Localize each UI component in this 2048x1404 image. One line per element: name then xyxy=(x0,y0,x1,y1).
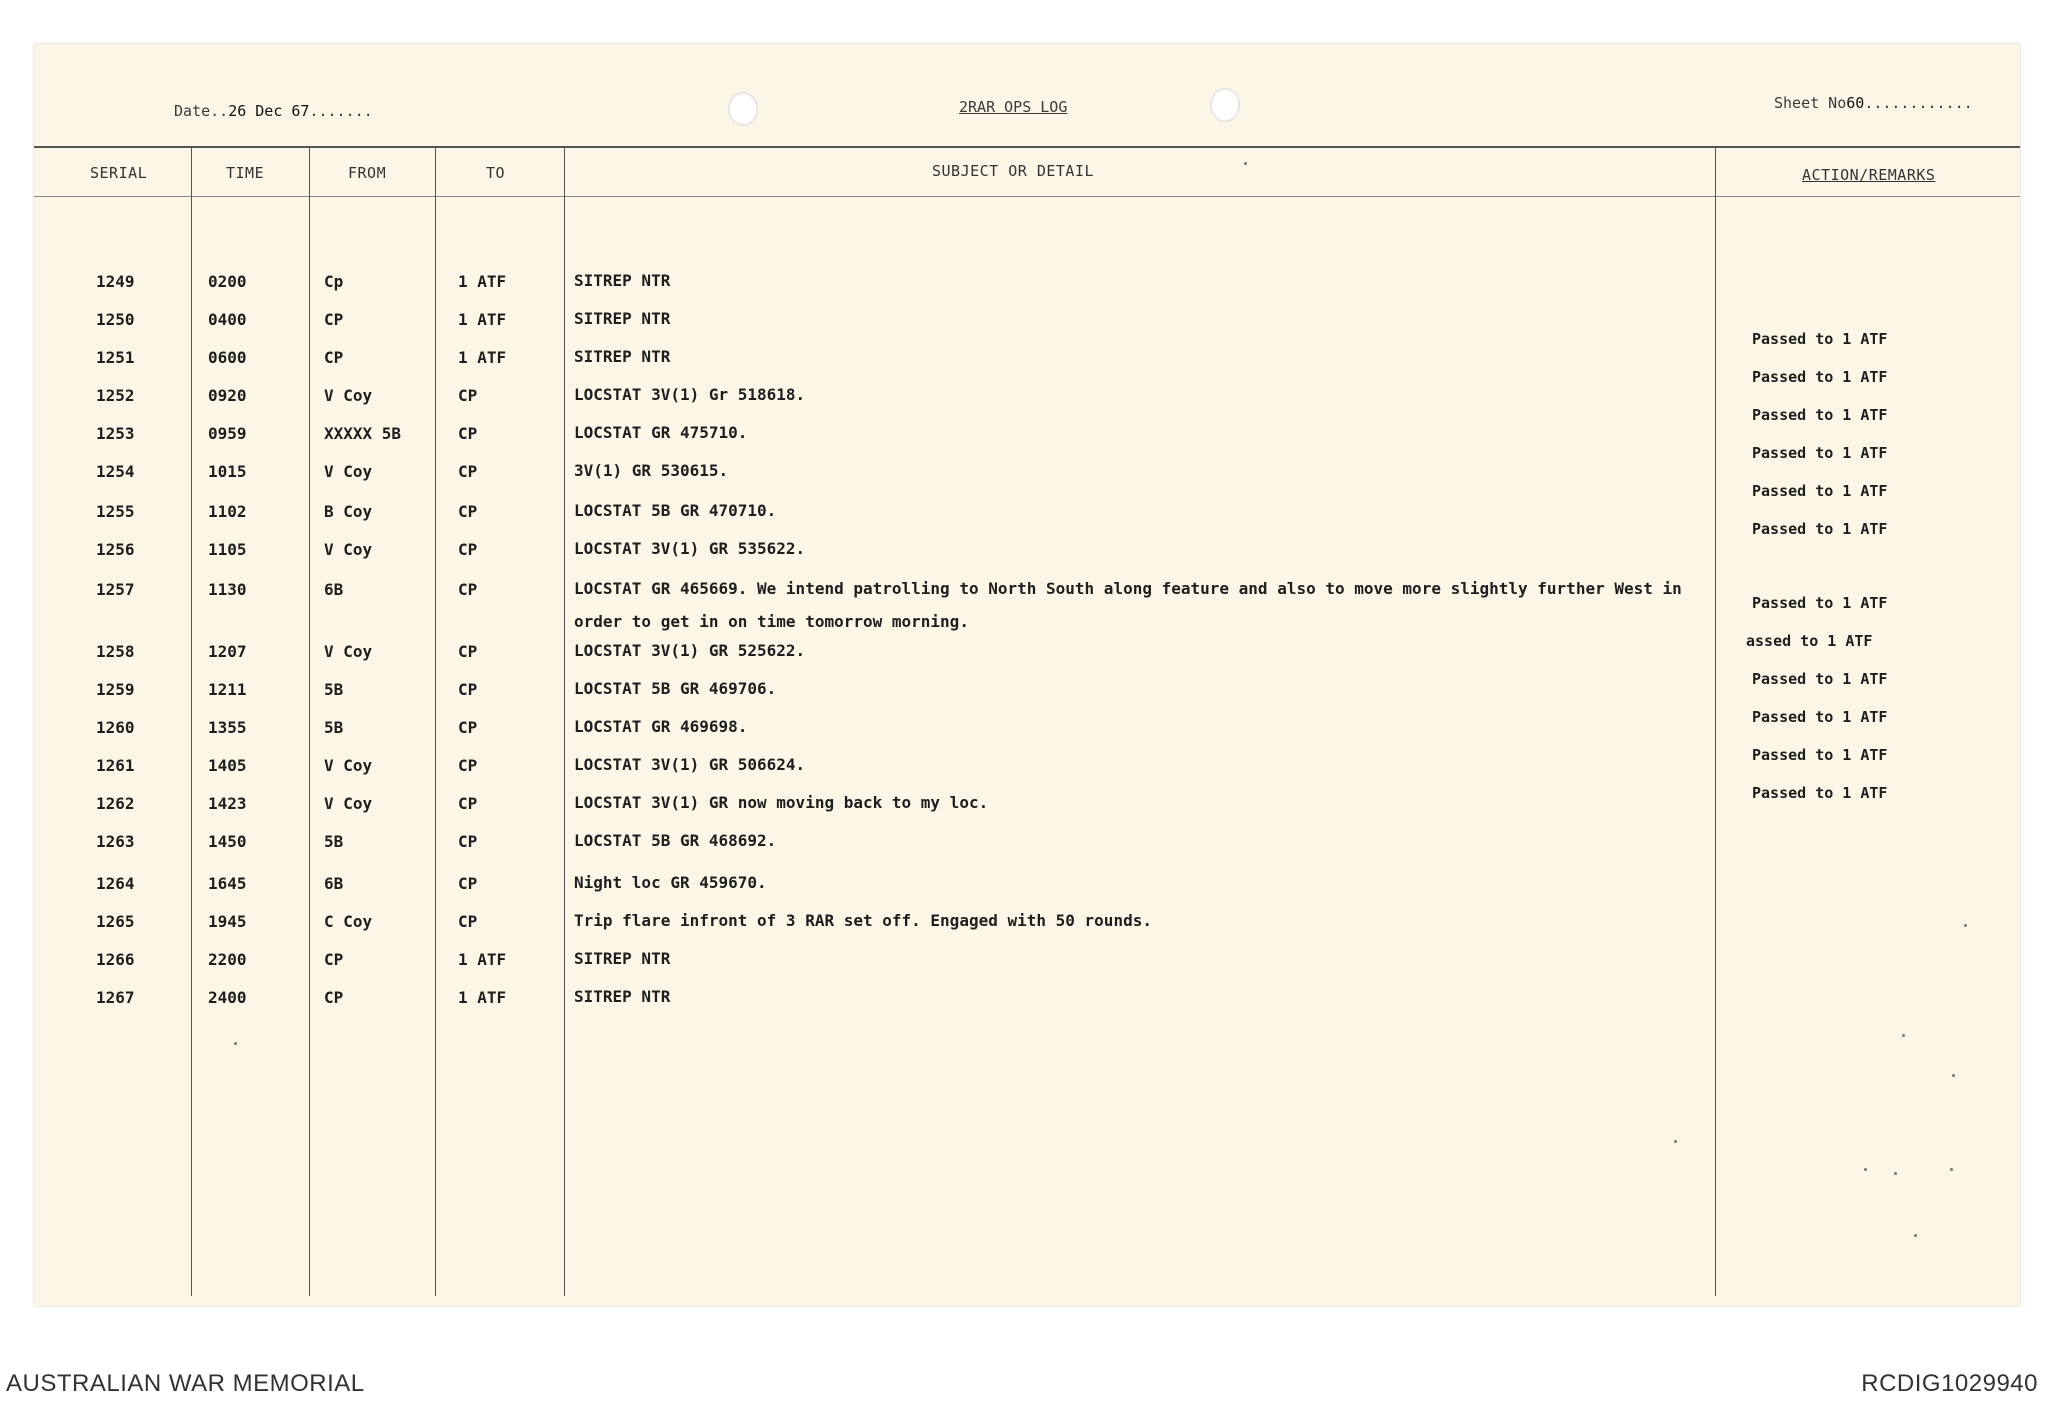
from-cell: V Coy xyxy=(324,540,373,559)
detail-cell: LOCSTAT 5B GR 468692. xyxy=(574,831,777,850)
remark-entry: Passed to 1 ATF xyxy=(1752,520,1888,538)
from-cell: 6B xyxy=(324,874,344,893)
detail-cell: LOCSTAT GR 475710. xyxy=(574,423,748,442)
detail-cell: SITREP NTR xyxy=(574,309,671,328)
detail-cell: LOCSTAT 3V(1) GR 535622. xyxy=(574,539,806,558)
col-to-header: TO xyxy=(486,164,506,182)
from-cell: CP xyxy=(324,988,344,1007)
serial-cell: 1249 xyxy=(96,272,135,291)
date-label: Date xyxy=(174,102,211,120)
to-cell: CP xyxy=(458,756,478,775)
detail-cell: LOCSTAT GR 465669. We intend patrolling to North South along feature and also to move more slightly further West in order to get in on time tomorrow morning. xyxy=(574,579,1682,631)
time-cell: 0600 xyxy=(208,348,247,367)
to-cell: CP xyxy=(458,424,478,443)
from-cell: V Coy xyxy=(324,642,373,661)
to-cell: 1 ATF xyxy=(458,272,507,291)
time-cell: 1211 xyxy=(208,680,247,699)
log-sheet xyxy=(34,44,2020,1306)
remark-entry: Passed to 1 ATF xyxy=(1752,594,1888,612)
sheet-label: Sheet No xyxy=(1774,94,1847,112)
remark-entry: Passed to 1 ATF xyxy=(1752,406,1888,424)
detail-cell: SITREP NTR xyxy=(574,271,671,290)
from-cell: B Coy xyxy=(324,502,373,521)
header-bottom-rule xyxy=(34,196,2020,197)
time-cell: 0959 xyxy=(208,424,247,443)
detail-cell: LOCSTAT 3V(1) GR 506624. xyxy=(574,755,806,774)
from-cell: CP xyxy=(324,310,344,329)
detail-cell: LOCSTAT 3V(1) Gr 518618. xyxy=(574,385,806,404)
to-cell: 1 ATF xyxy=(458,988,507,1007)
time-cell: 1423 xyxy=(208,794,247,813)
detail-cell: SITREP NTR xyxy=(574,949,671,968)
serial-cell: 1264 xyxy=(96,874,135,893)
remark-entry: Passed to 1 ATF xyxy=(1752,330,1888,348)
punch-hole-right xyxy=(1210,88,1240,122)
from-cell: 6B xyxy=(324,580,344,599)
to-cell: 1 ATF xyxy=(458,950,507,969)
from-cell: XXXXX 5B xyxy=(324,424,402,443)
time-cell: 1130 xyxy=(208,580,247,599)
from-cell: V Coy xyxy=(324,756,373,775)
serial-cell: 1267 xyxy=(96,988,135,1007)
serial-cell: 1266 xyxy=(96,950,135,969)
time-cell: 2200 xyxy=(208,950,247,969)
column-divider xyxy=(191,146,192,1296)
serial-cell: 1251 xyxy=(96,348,135,367)
column-divider xyxy=(309,146,310,1296)
detail-cell: LOCSTAT 3V(1) GR now moving back to my loc. xyxy=(574,793,989,812)
to-cell: CP xyxy=(458,794,478,813)
punch-hole-left xyxy=(728,92,758,126)
to-cell: CP xyxy=(458,874,478,893)
time-cell: 1102 xyxy=(208,502,247,521)
from-cell: 5B xyxy=(324,718,344,737)
from-cell: 5B xyxy=(324,832,344,851)
time-cell: 0200 xyxy=(208,272,247,291)
from-cell: CP xyxy=(324,950,344,969)
remark-entry: Passed to 1 ATF xyxy=(1752,784,1888,802)
serial-cell: 1256 xyxy=(96,540,135,559)
date-field: Date..26 Dec 67....... xyxy=(174,102,373,120)
detail-cell: LOCSTAT 5B GR 470710. xyxy=(574,501,777,520)
from-cell: 5B xyxy=(324,680,344,699)
detail-cell: LOCSTAT GR 469698. xyxy=(574,717,748,736)
detail-cell: 3V(1) GR 530615. xyxy=(574,461,729,480)
time-cell: 1207 xyxy=(208,642,247,661)
col-remarks-header: ACTION/REMARKS xyxy=(1802,166,1936,184)
to-cell: 1 ATF xyxy=(458,310,507,329)
to-cell: CP xyxy=(458,680,478,699)
time-cell: 2400 xyxy=(208,988,247,1007)
footer-credit: AUSTRALIAN WAR MEMORIAL xyxy=(6,1370,365,1397)
detail-cell: LOCSTAT 5B GR 469706. xyxy=(574,679,777,698)
serial-cell: 1252 xyxy=(96,386,135,405)
to-cell: CP xyxy=(458,386,478,405)
remark-entry: Passed to 1 ATF xyxy=(1752,670,1888,688)
detail-cell: SITREP NTR xyxy=(574,987,671,1006)
time-cell: 1450 xyxy=(208,832,247,851)
serial-cell: 1254 xyxy=(96,462,135,481)
to-cell: CP xyxy=(458,462,478,481)
col-serial-header: SERIAL xyxy=(90,164,148,182)
footer-record-id: RCDIG1029940 xyxy=(1861,1370,2038,1397)
detail-cell: SITREP NTR xyxy=(574,347,671,366)
time-cell: 1945 xyxy=(208,912,247,931)
serial-cell: 1260 xyxy=(96,718,135,737)
from-cell: V Coy xyxy=(324,794,373,813)
serial-cell: 1259 xyxy=(96,680,135,699)
col-detail-header: SUBJECT OR DETAIL xyxy=(932,162,1095,180)
remark-entry: Passed to 1 ATF xyxy=(1752,368,1888,386)
to-cell: CP xyxy=(458,718,478,737)
time-cell: 1105 xyxy=(208,540,247,559)
from-cell: C Coy xyxy=(324,912,373,931)
to-cell: CP xyxy=(458,912,478,931)
to-cell: 1 ATF xyxy=(458,348,507,367)
from-cell: Cp xyxy=(324,272,344,291)
from-cell: V Coy xyxy=(324,462,373,481)
remark-entry: Passed to 1 ATF xyxy=(1752,482,1888,500)
column-divider xyxy=(435,146,436,1296)
remark-entry: assed to 1 ATF xyxy=(1746,632,1873,650)
time-cell: 1355 xyxy=(208,718,247,737)
header-top-rule xyxy=(34,146,2020,148)
serial-cell: 1253 xyxy=(96,424,135,443)
col-from-header: FROM xyxy=(348,164,387,182)
to-cell: CP xyxy=(458,580,478,599)
time-cell: 1015 xyxy=(208,462,247,481)
to-cell: CP xyxy=(458,540,478,559)
serial-cell: 1263 xyxy=(96,832,135,851)
serial-cell: 1261 xyxy=(96,756,135,775)
serial-cell: 1250 xyxy=(96,310,135,329)
detail-cell: Trip flare infront of 3 RAR set off. Engaged with 50 rounds. xyxy=(574,911,1152,930)
to-cell: CP xyxy=(458,832,478,851)
sheet-field: Sheet No60............ xyxy=(1774,94,1973,112)
remark-entry: Passed to 1 ATF xyxy=(1752,708,1888,726)
time-cell: 0400 xyxy=(208,310,247,329)
to-cell: CP xyxy=(458,502,478,521)
remark-entry: Passed to 1 ATF xyxy=(1752,444,1888,462)
date-value: 26 Dec 67 xyxy=(228,102,310,120)
column-divider xyxy=(564,146,565,1296)
detail-cell: Night loc GR 459670. xyxy=(574,873,767,892)
col-time-header: TIME xyxy=(226,164,265,182)
from-cell: V Coy xyxy=(324,386,373,405)
time-cell: 1405 xyxy=(208,756,247,775)
serial-cell: 1258 xyxy=(96,642,135,661)
time-cell: 1645 xyxy=(208,874,247,893)
serial-cell: 1255 xyxy=(96,502,135,521)
remark-entry: Passed to 1 ATF xyxy=(1752,746,1888,764)
to-cell: CP xyxy=(458,642,478,661)
from-cell: CP xyxy=(324,348,344,367)
serial-cell: 1265 xyxy=(96,912,135,931)
serial-cell: 1262 xyxy=(96,794,135,813)
detail-cell: LOCSTAT 3V(1) GR 525622. xyxy=(574,641,806,660)
sheet-value: 60 xyxy=(1846,94,1865,112)
time-cell: 0920 xyxy=(208,386,247,405)
serial-cell: 1257 xyxy=(96,580,135,599)
page-title: 2RAR OPS LOG xyxy=(959,98,1068,116)
